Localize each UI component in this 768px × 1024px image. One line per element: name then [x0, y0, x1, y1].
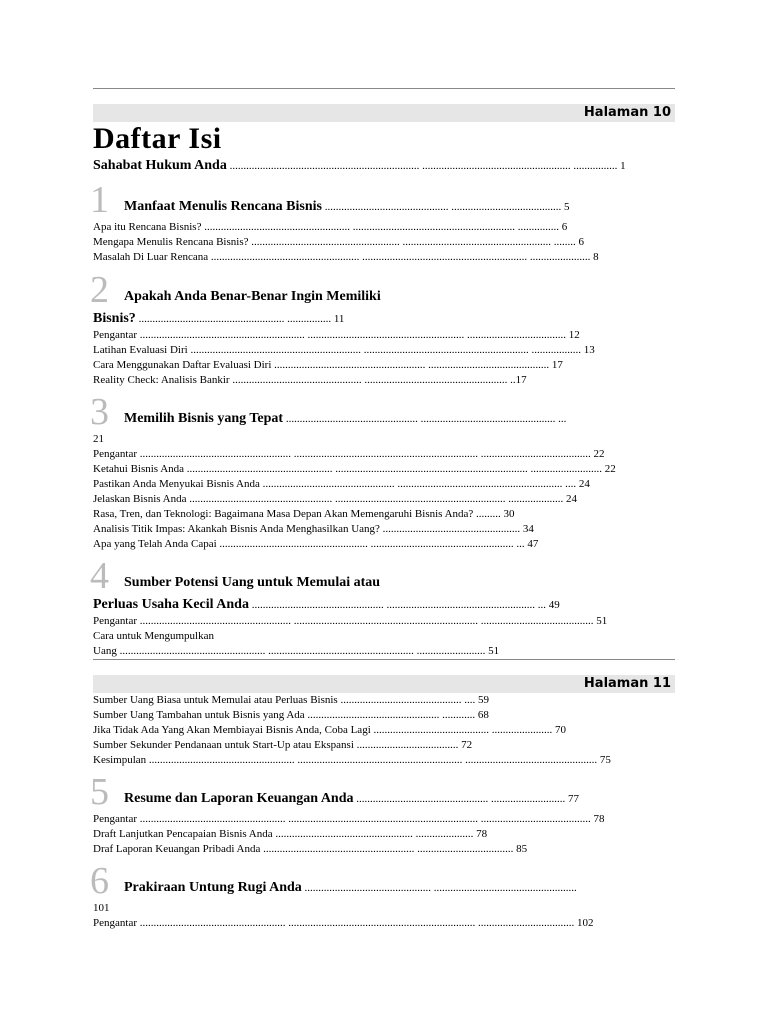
toc-entry[interactable]: Pengantar ....................................................... ................................................................... ......................................... 51: [93, 615, 608, 627]
toc-entry[interactable]: Sumber Sekunder Pendanaan untuk Start-Up atau Ekspansi ..................................... 72: [93, 739, 473, 751]
chapter-title-text: Perluas Usaha Kecil Anda: [93, 597, 249, 612]
toc-intro[interactable]: [93, 157, 673, 175]
page-title: Daftar Isi: [93, 122, 222, 155]
toc-entry[interactable]: Uang ..................................................... ..................................................... ......................... 51: [93, 645, 500, 657]
toc-intro-title: Sahabat Hukum Anda: [93, 158, 227, 173]
toc-entry[interactable]: Ketahui Bisnis Anda ..................................................... ...................................................................... .......................... 22: [93, 463, 616, 475]
toc-entry[interactable]: Cara Menggunakan Daftar Evaluasi Diri ....................................................... ............................................ 17: [93, 359, 563, 371]
toc-entry-cont: 101: [93, 902, 110, 914]
chapter-title-text: Prakiraan Untung Rugi Anda: [124, 880, 302, 895]
toc-leader: ..................................................................... ...................................................... ................ 1: [226, 160, 626, 172]
page-header-11: [93, 675, 675, 693]
toc-entry[interactable]: Apa itu Rencana Bisnis? ..................................................... ........................................................... ............... 6: [93, 221, 568, 233]
toc-entry[interactable]: Sumber Uang Tambahan untuk Bisnis yang Ada ................................................ ............ 68: [93, 709, 489, 721]
toc-entry[interactable]: Draft Lanjutkan Pencapaian Bisnis Anda .................................................. ..................... 78: [93, 828, 488, 840]
toc-entry-cont: 21: [93, 433, 104, 445]
toc-entry[interactable]: Jelaskan Bisnis Anda .................................................... .............................................................. .................... 24: [93, 493, 577, 505]
toc-entry[interactable]: Masalah Di Luar Rencana ...................................................... ............................................................ ...................... 8: [93, 251, 599, 263]
chapter-title-text: Bisnis?: [93, 311, 136, 326]
toc-leader: ................................................ ........................... 77: [353, 793, 580, 805]
page-label: Halaman 10: [583, 105, 671, 120]
toc-entry[interactable]: Pastikan Anda Menyukai Bisnis Anda ................................................ ............................................................ .... 24: [93, 478, 590, 490]
toc-entry[interactable]: Pengantar ..................................................... .................................................................... ................................... 102: [93, 917, 594, 929]
toc-entry[interactable]: Latihan Evaluasi Diri .............................................................. ............................................................ .................. 13: [93, 344, 595, 356]
page-label: Halaman 11: [583, 676, 671, 691]
chapter-title[interactable]: [124, 410, 566, 428]
toc-entry[interactable]: Pengantar ..................................................... ..................................................................... ........................................ 78: [93, 813, 605, 825]
toc-leader: ................................................ ................................................. ...: [283, 413, 567, 425]
toc-entry[interactable]: Jika Tidak Ada Yang Akan Membiayai Bisnis Anda, Coba Lagi .......................................... ...................... 70: [93, 724, 566, 736]
chapter-number: 6: [90, 860, 109, 902]
toc-entry[interactable]: Pengantar ............................................................ ......................................................... .................................... 12: [93, 329, 580, 341]
toc-leader: ..................................................... ................ 11: [135, 313, 345, 325]
chapter-number: 5: [90, 771, 109, 813]
toc-entry[interactable]: Mengapa Menulis Rencana Bisnis? ...................................................... ...................................................... ........ 6: [93, 236, 584, 248]
toc-entry[interactable]: Analisis Titik Impas: Akankah Bisnis Anda Menghasilkan Uang? .................................................. 34: [93, 523, 534, 535]
toc-entry[interactable]: Apa yang Telah Anda Capai ...................................................... .................................................... ... 47: [93, 538, 539, 550]
chapter-title-cont[interactable]: [93, 596, 673, 614]
toc-leader: .............................................. ....................................................: [301, 882, 577, 894]
toc-entry[interactable]: Sumber Uang Biasa untuk Memulai atau Perluas Bisnis ............................................ .... 59: [93, 694, 489, 706]
toc-entry[interactable]: Kesimpulan ..................................................... ............................................................ ................................................ 75: [93, 754, 611, 766]
toc-entry[interactable]: Rasa, Tren, dan Teknologi: Bagaimana Masa Depan Akan Memengaruhi Bisnis Anda? ......... 30: [93, 508, 515, 520]
chapter-title[interactable]: Apakah Anda Benar-Benar Ingin Memiliki: [124, 289, 381, 304]
toc-entry[interactable]: Pengantar ....................................................... ................................................................... ........................................ 22: [93, 448, 605, 460]
toc-entry[interactable]: Cara untuk Mengumpulkan: [93, 630, 214, 642]
chapter-title-cont[interactable]: [93, 310, 673, 328]
toc-leader: ................................................ ...................................................... ... 49: [248, 599, 560, 611]
chapter-title-text: Resume dan Laporan Keuangan Anda: [124, 791, 354, 806]
chapter-title[interactable]: [124, 879, 577, 897]
chapter-number: 3: [90, 391, 109, 433]
toc-entry[interactable]: Reality Check: Analisis Bankir ............................................... .................................................... ..17: [93, 374, 527, 386]
chapter-title[interactable]: Sumber Potensi Uang untuk Memulai atau: [124, 575, 381, 590]
chapter-title[interactable]: [124, 790, 579, 808]
chapter-number: 1: [90, 179, 109, 221]
toc-leader: ............................................. ........................................ 5: [321, 201, 570, 213]
chapter-title-text: Memilih Bisnis yang Tepat: [124, 411, 284, 426]
page-divider: [93, 659, 675, 660]
toc-entry[interactable]: Draf Laporan Keuangan Pribadi Anda ....................................................... ................................... 85: [93, 843, 528, 855]
chapter-title-text: Manfaat Menulis Rencana Bisnis: [124, 199, 322, 214]
top-rule: [93, 88, 675, 89]
chapter-number: 2: [90, 269, 109, 311]
chapter-title[interactable]: [124, 198, 569, 216]
chapter-number: 4: [90, 555, 109, 597]
